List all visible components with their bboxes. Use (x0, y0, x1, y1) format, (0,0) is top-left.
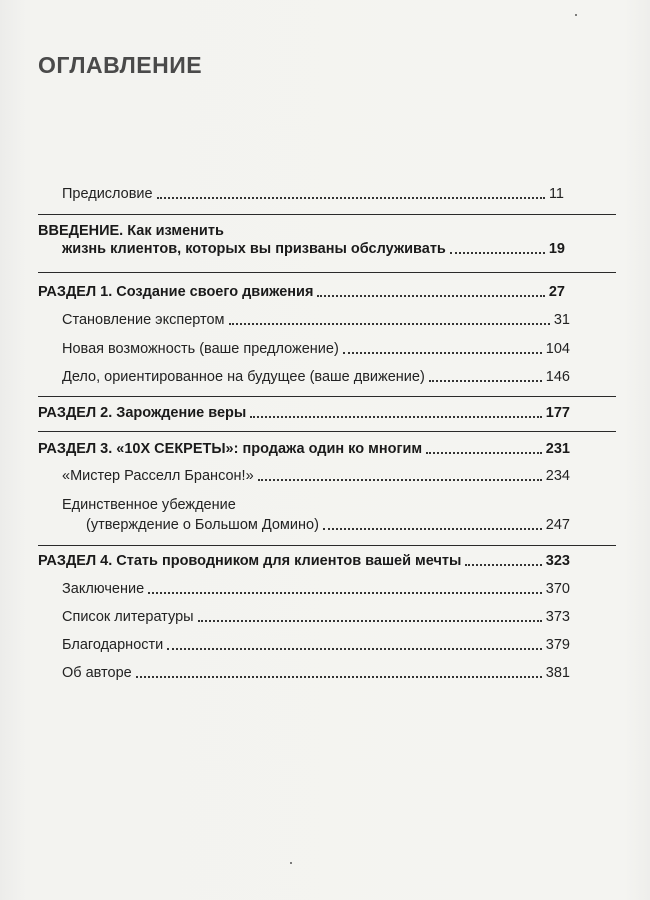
toc-entry-title-line1: ВВЕДЕНИЕ. Как изменить (38, 223, 224, 239)
divider-line (38, 272, 616, 273)
toc-page-number: 104 (545, 341, 570, 357)
toc-entry-title: Дело, ориентированное на будущее (ваше движение) (62, 369, 425, 385)
dot-leader (148, 592, 542, 594)
toc-page-number: 381 (545, 665, 570, 681)
paper-speck (575, 14, 577, 16)
toc-entry-section-2[interactable] (38, 404, 570, 422)
toc-entry-title-line1: Единственное убеждение (62, 497, 236, 513)
dot-leader (250, 416, 542, 418)
toc-entry-expert[interactable] (62, 311, 570, 329)
toc-entry-future-cause[interactable] (62, 368, 570, 386)
toc-page-number: 231 (545, 441, 570, 457)
toc-page-number: 370 (545, 581, 570, 597)
divider-line (38, 431, 616, 432)
toc-entry-conclusion[interactable] (62, 580, 570, 598)
toc-page-number: 379 (545, 637, 570, 653)
dot-leader (167, 648, 542, 650)
dot-leader (323, 528, 542, 530)
toc-entry-introduction[interactable] (38, 222, 565, 258)
toc-entry-title: Об авторе (62, 665, 132, 681)
dot-leader (157, 197, 545, 199)
dot-leader (136, 676, 542, 678)
page-title: ОГЛАВЛЕНИЕ (38, 52, 203, 78)
dot-leader (198, 620, 542, 622)
dot-leader (429, 380, 542, 382)
divider-line (38, 396, 616, 397)
dot-leader (258, 479, 542, 481)
toc-entry-title-line2: (утверждение о Большом Домино) (86, 517, 319, 533)
toc-entry-title: РАЗДЕЛ 2. Зарождение веры (38, 405, 247, 421)
divider-line (38, 545, 616, 546)
dot-leader (426, 452, 542, 454)
toc-page-number: 27 (548, 284, 565, 300)
toc-entry-mister-brunson[interactable] (62, 467, 570, 485)
toc-entry-title: РАЗДЕЛ 4. Стать проводником для клиентов вашей мечты (38, 553, 462, 569)
toc-page-number: 19 (548, 241, 565, 257)
toc-entry-title: РАЗДЕЛ 1. Создание своего движения (38, 284, 314, 300)
toc-entry-title (38, 222, 446, 258)
divider-line (38, 214, 616, 215)
toc-entry-preface[interactable] (62, 185, 564, 203)
dot-leader (317, 295, 544, 297)
dot-leader (343, 352, 542, 354)
toc-page-number: 234 (545, 468, 570, 484)
toc-entry-bibliography[interactable] (62, 608, 570, 626)
toc-entry-new-opportunity[interactable] (62, 340, 570, 358)
toc-entry-single-belief[interactable] (62, 496, 570, 534)
toc-entry-title: «Мистер Расселл Брансон!» (62, 468, 254, 484)
toc-page-number: 323 (545, 553, 570, 569)
toc-page-number: 146 (545, 369, 570, 385)
dot-leader (465, 564, 541, 566)
toc-entry-section-1[interactable] (38, 283, 565, 301)
toc-entry-section-3[interactable] (38, 440, 570, 458)
toc-page-number: 31 (553, 312, 570, 328)
toc-entry-about-author[interactable] (62, 664, 570, 682)
dot-leader (229, 323, 550, 325)
toc-page-number: 11 (548, 186, 564, 202)
toc-entry-title: Новая возможность (ваше предложение) (62, 341, 339, 357)
toc-entry-acknowledgments[interactable] (62, 636, 570, 654)
toc-page-number: 373 (545, 609, 570, 625)
toc-entry-title: Заключение (62, 581, 145, 597)
toc-entry-title: Предисловие (62, 186, 153, 202)
toc-entry-title (62, 496, 319, 534)
toc-entry-title: Становление экспертом (62, 312, 225, 328)
paper-speck (290, 862, 292, 864)
toc-entry-section-4[interactable] (38, 552, 570, 570)
toc-page-number: 247 (545, 517, 570, 533)
toc-entry-title-line2: жизнь клиентов, которых вы призваны обслуживать (62, 241, 446, 257)
toc-entry-title: Благодарности (62, 637, 164, 653)
toc-entry-title: Список литературы (62, 609, 194, 625)
dot-leader (450, 252, 545, 254)
toc-page-number: 177 (545, 405, 570, 421)
toc-entry-title: РАЗДЕЛ 3. «10X СЕКРЕТЫ»: продажа один ко многим (38, 441, 423, 457)
